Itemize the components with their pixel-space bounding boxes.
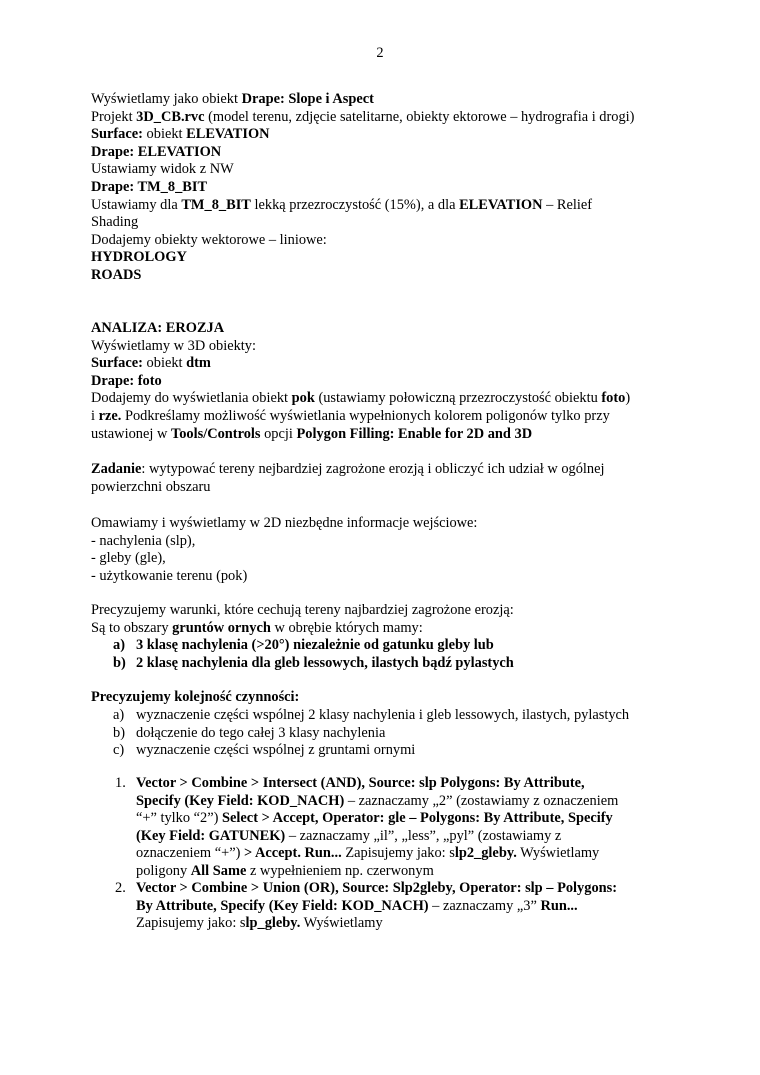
text-line bbox=[91, 550, 676, 568]
text-line bbox=[91, 533, 676, 551]
bold-text: Zadanie bbox=[91, 461, 142, 477]
text-run: i bbox=[91, 407, 99, 424]
list-marker: c) bbox=[113, 742, 125, 759]
text-run: Wyświetlamy bbox=[300, 915, 383, 932]
step-number: 1. bbox=[115, 775, 126, 791]
text-run: wyznaczenie części wspólnej z gruntami ornymi bbox=[136, 742, 416, 759]
text-line bbox=[91, 179, 676, 197]
list-item bbox=[136, 655, 514, 673]
text-line bbox=[91, 197, 676, 215]
text-run: – zaznaczamy „il”, „less”, „pyl” (zostawiamy z bbox=[285, 827, 562, 844]
bold-text: ROADS bbox=[91, 266, 142, 283]
text-run: Shading bbox=[91, 214, 139, 231]
text-run: oznaczeniem “+”) bbox=[136, 845, 244, 862]
text-line bbox=[91, 232, 676, 250]
step-text bbox=[136, 880, 617, 933]
page-number: 2 bbox=[376, 45, 384, 61]
text-run: Zapisujemy jako: s bbox=[341, 845, 455, 862]
text-line bbox=[91, 620, 676, 638]
bold-text: lp2_gleby. bbox=[454, 845, 517, 862]
text-line bbox=[91, 689, 676, 707]
text-run: Zapisujemy jako: s bbox=[136, 915, 246, 932]
text-run: obiekt bbox=[142, 355, 187, 372]
bold-text: Polygon Filling: Enable for 2D and 3D bbox=[296, 425, 533, 442]
list-marker: b) bbox=[113, 724, 125, 741]
text-run: dołączenie do tego całej 3 klasy nachylenia bbox=[136, 724, 386, 741]
bold-text: By Attribute, Specify (Key Field: KOD_NACH) bbox=[136, 897, 429, 914]
bold-text: > Accept. Run... bbox=[243, 845, 342, 862]
text-run: Podkreślamy możliwość wyświetlania wypełnionych kolorem poligonów tylko przy bbox=[121, 407, 610, 424]
text-line bbox=[91, 249, 676, 267]
bold-text: Run... bbox=[540, 897, 578, 914]
bold-text: 3D_CB.rvc bbox=[136, 108, 205, 125]
bold-text: lp_gleby. bbox=[245, 915, 301, 932]
text-line bbox=[136, 775, 618, 793]
erosion-analysis-section bbox=[91, 320, 676, 443]
text-line bbox=[91, 515, 676, 533]
bold-text: Drape: ELEVATION bbox=[91, 143, 222, 160]
bold-text: Drape: Slope i Aspect bbox=[241, 91, 374, 107]
bold-text: All Same bbox=[190, 862, 247, 879]
text-run: ) bbox=[625, 390, 631, 407]
bold-text: Drape: TM_8_BIT bbox=[91, 178, 208, 195]
list-item bbox=[136, 725, 385, 743]
bold-text: Select > Accept, Operator: gle – Polygons: By Attribute, Specify bbox=[222, 810, 613, 827]
bold-text: Tools/Controls bbox=[170, 425, 261, 442]
bold-text: (Key Field: GATUNEK) bbox=[136, 827, 286, 844]
text-run: Wyświetlamy bbox=[516, 845, 600, 862]
text-run: Projekt bbox=[91, 108, 137, 125]
text-run: “+” tylko “2”) bbox=[136, 810, 223, 827]
text-line bbox=[91, 408, 676, 426]
text-line bbox=[136, 915, 617, 933]
bold-text: Drape: foto bbox=[91, 372, 162, 389]
step-text bbox=[136, 775, 618, 881]
bold-text: TM_8_BIT bbox=[181, 196, 251, 213]
text-run: obiekt bbox=[142, 126, 187, 143]
list-marker: b) bbox=[113, 654, 126, 671]
text-line bbox=[91, 267, 676, 285]
bold-text: rze. bbox=[98, 407, 122, 424]
text-run: poligony bbox=[136, 862, 191, 879]
bold-text: 2 klasę nachylenia dla gleb lessowych, ilastych bądź pylastych bbox=[136, 654, 514, 671]
text-run: Omawiamy i wyświetlamy w 2D niezbędne informacje wejściowe: bbox=[91, 515, 478, 531]
text-line bbox=[91, 373, 676, 391]
bold-text: Surface: bbox=[91, 355, 143, 372]
text-run: z wypełnieniem np. czerwonym bbox=[246, 862, 434, 879]
text-run: (ustawiamy połowiczną przezroczystość obiektu bbox=[314, 390, 602, 407]
bold-text: ELEVATION bbox=[186, 126, 270, 143]
bold-text: dtm bbox=[186, 355, 211, 372]
list-item bbox=[136, 707, 629, 725]
bold-text: Surface: bbox=[91, 126, 143, 143]
text-run: (model terenu, zdjęcie satelitarne, obiekty ektorowe – hydrografia i drogi) bbox=[204, 108, 635, 125]
text-run: Ustawiamy widok z NW bbox=[91, 161, 234, 178]
text-line bbox=[91, 355, 676, 373]
text-run: Ustawiamy dla bbox=[91, 196, 182, 213]
bold-text: Precyzujemy kolejność czynności: bbox=[91, 689, 300, 705]
bold-text: foto bbox=[601, 390, 626, 407]
list-item bbox=[136, 742, 415, 760]
bold-text: Specify (Key Field: KOD_NACH) bbox=[136, 792, 345, 809]
bold-text: Vector > Combine > Union (OR), Source: Slp2gleby, Operator: slp – Polygons: bbox=[136, 880, 618, 896]
text-line bbox=[136, 898, 617, 916]
text-line bbox=[91, 479, 676, 497]
text-run: Dodajemy obiekty wektorowe – liniowe: bbox=[91, 231, 327, 248]
text-run: Wyświetlamy jako obiekt bbox=[91, 91, 242, 107]
text-run: – zaznaczamy „3” bbox=[428, 897, 541, 914]
text-run: Są to obszary bbox=[91, 619, 173, 636]
text-line bbox=[91, 144, 676, 162]
bold-text: pok bbox=[291, 390, 315, 407]
text-line bbox=[136, 828, 618, 846]
text-run: Wyświetlamy w 3D obiekty: bbox=[91, 337, 256, 354]
text-run: w obrębie których mamy: bbox=[270, 619, 423, 636]
text-run: wyznaczenie części wspólnej 2 klasy nachylenia i gleb lessowych, ilastych, pylastych bbox=[136, 707, 630, 723]
bold-text: HYDROLOGY bbox=[91, 249, 187, 266]
text-line bbox=[91, 91, 676, 109]
list-marker: a) bbox=[113, 637, 125, 653]
text-run: – Relief bbox=[542, 196, 593, 213]
text-run: - nachylenia (slp), bbox=[91, 532, 196, 549]
text-line bbox=[91, 338, 676, 356]
bold-text: ELEVATION bbox=[459, 196, 543, 213]
list-marker: a) bbox=[113, 707, 125, 723]
list-item bbox=[136, 637, 494, 655]
text-line bbox=[91, 461, 676, 479]
text-line bbox=[136, 845, 618, 863]
text-line bbox=[136, 810, 618, 828]
text-run: lekką przezroczystość (15%), a dla bbox=[250, 196, 460, 213]
text-line bbox=[91, 568, 676, 586]
text-run: - użytkowanie terenu (pok) bbox=[91, 567, 248, 584]
text-line bbox=[91, 126, 676, 144]
text-run: Dodajemy do wyświetlania obiekt bbox=[91, 390, 292, 407]
text-line bbox=[91, 426, 676, 444]
text-run: : wytypować tereny nejbardziej zagrożone erozją i obliczyć ich udział w ogólnej bbox=[141, 461, 605, 477]
text-line bbox=[91, 390, 676, 408]
bold-text: gruntów ornych bbox=[172, 619, 271, 636]
input-data-section bbox=[91, 515, 676, 585]
text-line bbox=[91, 320, 676, 338]
text-line bbox=[136, 863, 618, 881]
conditions-section bbox=[91, 602, 676, 637]
text-run: ustawionej w bbox=[91, 425, 171, 442]
text-run: opcji bbox=[260, 425, 297, 442]
text-run: Precyzujemy warunki, które cechują tereny najbardziej zagrożone erozją: bbox=[91, 602, 514, 618]
bold-text: Vector > Combine > Intersect (AND), Source: slp Polygons: By Attribute, bbox=[136, 775, 585, 791]
text-run: – zaznaczamy „2” (zostawiamy z oznaczeniem bbox=[344, 792, 619, 809]
intro-section bbox=[91, 91, 676, 285]
bold-text: 3 klasę nachylenia (>20°) niezależnie od gatunku gleby lub bbox=[136, 637, 494, 653]
text-line bbox=[91, 602, 676, 620]
text-line bbox=[91, 109, 676, 127]
task-section bbox=[91, 461, 676, 496]
step-number: 2. bbox=[115, 880, 126, 896]
text-line bbox=[136, 793, 618, 811]
bold-text: ANALIZA: EROZJA bbox=[91, 320, 225, 336]
text-run: powierzchni obszaru bbox=[91, 478, 211, 495]
text-line bbox=[91, 214, 676, 232]
text-line bbox=[136, 880, 617, 898]
text-run: - gleby (gle), bbox=[91, 550, 166, 567]
text-line bbox=[91, 161, 676, 179]
order-heading bbox=[91, 689, 676, 707]
